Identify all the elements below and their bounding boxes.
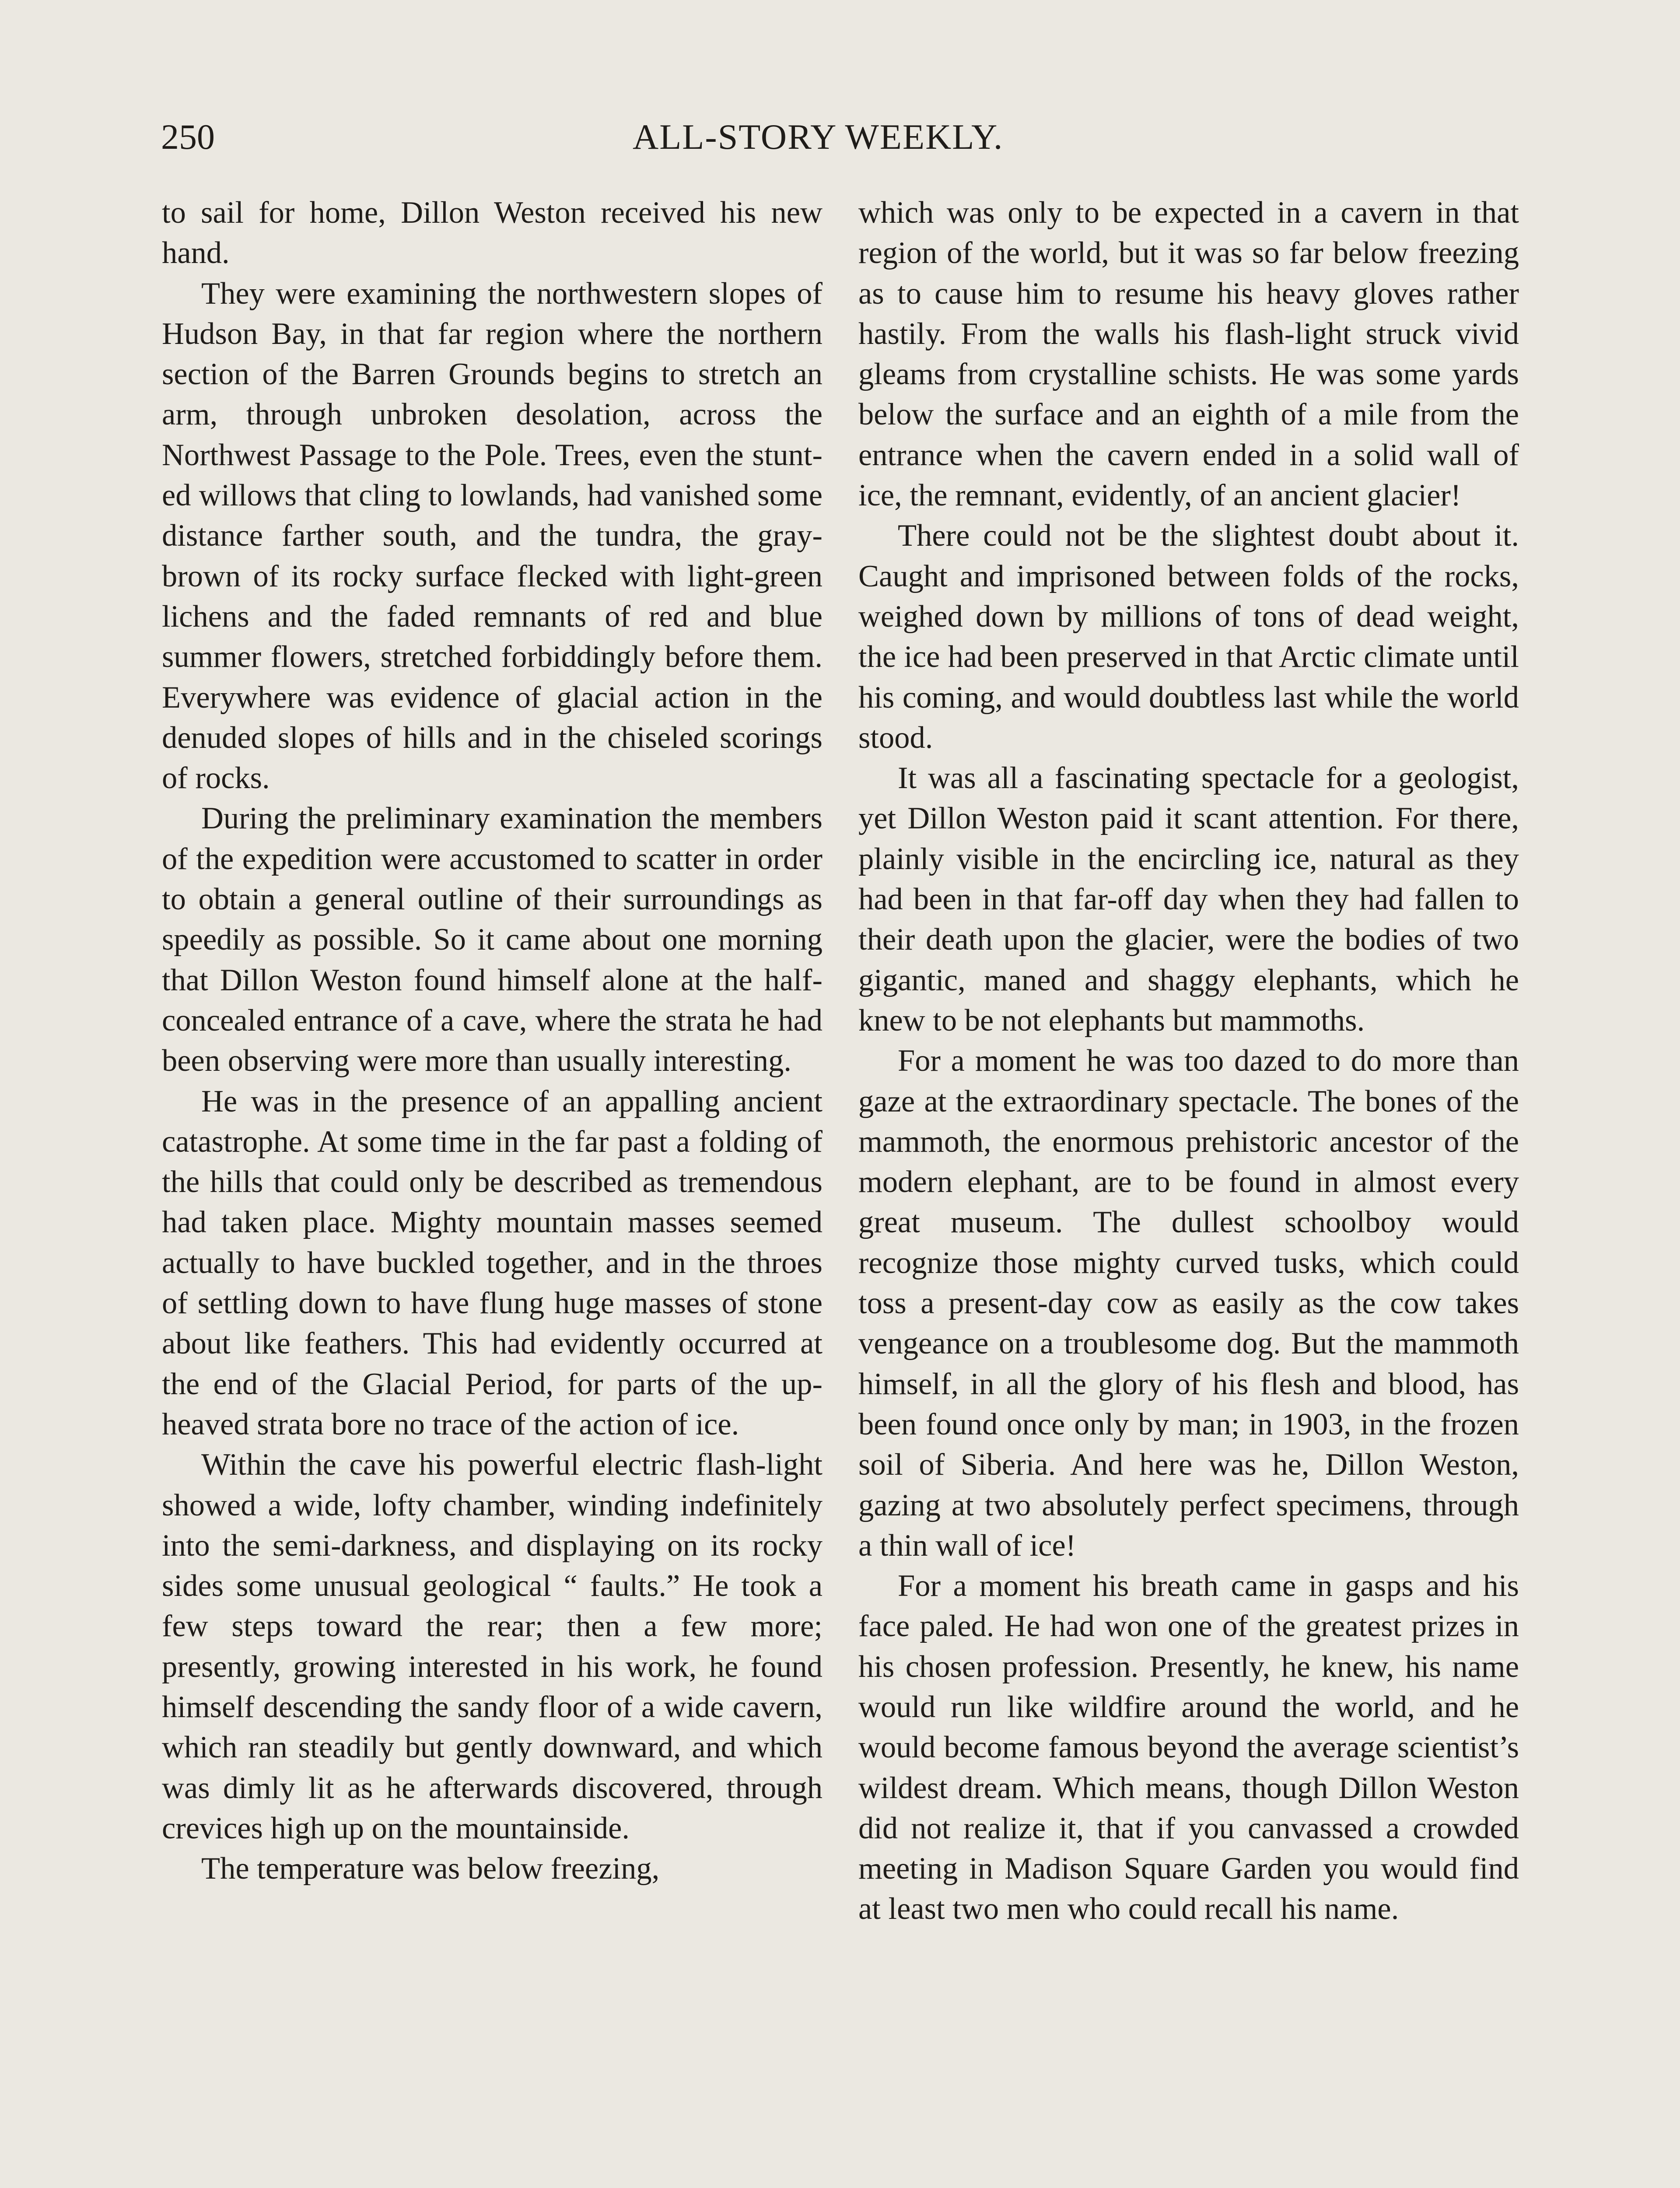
paragraph: The temperature was below freezing, <box>201 1851 660 1886</box>
paragraph: During the preliminary examination the members of the expedition were accustomed to scatter in order to obtain a general outline of their surroundings as speedily as possible. So it came about one morning that Dillon Weston found himself alone at the half-concealed entrance of a cave, where the strata he had been observing were more than usually interesting. <box>162 801 822 1078</box>
paragraph: They were examining the northwestern slopes of Hudson Bay, in that far region where the northern section of the Barren Grounds begins to stretch an arm, through unbroken desolation, across the Northwest Passage to the Pole. Trees, even the stunted willows that cling to lowlands, had vanished some distance farther south, and the tundra, the gray-brown of its rocky surface flecked with light-green lichens and the faded remnants of red and blue summer flowers, stretched forbiddingly before them. Everywhere was evidence of glacial action in the denuded slopes of hills and in the chiseled scorings of rocks. <box>162 276 822 796</box>
paragraph: For a moment he was too dazed to do more than gaze at the extraordinary spectacle. The bones of the mammoth, the enormous prehistoric ancestor of the modern elephant, are to be found in almost every great museum. The dullest schoolboy would recognize those mighty curved tusks, which could toss a present-day cow as easily as the cow takes vengeance on a troublesome dog. But the mammoth himself, in all the glory of his flesh and blood, has been found once only by man; in 1903, in the frozen soil of Siberia. And here was he, Dillon Weston, gazing at two absolutely perfect specimens, through a thin wall of ice! <box>858 1044 1519 1563</box>
paragraph: to sail for home, Dillon Weston received his new hand. <box>162 196 822 270</box>
paragraph: Within the cave his powerful electric flash-light showed a wide, lofty chamber, winding indefinitely into the semi-darkness, and displaying on its rocky sides some unusual geological “ faults.” He took a few steps toward the rear; then a few more; presently, growing interested in his work, he found himself descending the sandy floor of a wide cavern, which ran steadily but gently downward, and which was dimly lit as he afterwards discovered, through crevices high up on the mountainside. <box>162 1448 822 1845</box>
page-header <box>161 113 1517 161</box>
page-number: 250 <box>161 117 215 157</box>
paragraph: which was only to be expected in a cavern in that region of the world, but it was so far below freezing as to cause him to resume his heavy gloves rather hastily. From the walls his flash-light struck vivid gleams from crystalline schists. He was some yards below the surface and an eighth of a mile from the entrance when the cavern ended in a solid wall of ice, the remnant, evidently, of an ancient glacier! <box>858 196 1519 513</box>
paragraph: There could not be the slightest doubt about it. Caught and imprisoned between folds of the rocks, weighed down by millions of tons of dead weight, the ice had been preserved in that Arctic climate until his coming, and would doubtless last while the world stood. <box>858 519 1519 755</box>
paragraph: For a moment his breath came in gasps and his face paled. He had won one of the greatest prizes in his chosen profession. Presently, he knew, his name would run like wildfire around the world, and he would become famous beyond the average scientist’s wildest dream. Which means, though Dillon Weston did not realize it, that if you canvassed a crowded meeting in Madison Square Garden you would find at least two men who could recall his name. <box>858 1569 1519 1926</box>
paragraph: He was in the presence of an appalling ancient catastrophe. At some time in the far past a folding of the hills that could only be described as tremendous had taken place. Mighty mountain masses seemed actually to have buckled together, and in the throes of settling down to have flung huge masses of stone about like feathers. This had evidently occurred at the end of the Glacial Period, for parts of the upheaved strata bore no trace of the action of ice. <box>162 1084 822 1441</box>
right-column <box>858 193 1519 1929</box>
paragraph: It was all a fascinating spectacle for a geologist, yet Dillon Weston paid it scant attention. For there, plainly visible in the encircling ice, natural as they had been in that far-off day when they had fallen to their death upon the glacier, were the bodies of two gigantic, maned and shaggy elephants, which he knew to be not elephants but mammoths. <box>858 761 1519 1038</box>
left-column <box>162 193 822 1889</box>
running-title: ALL-STORY WEEKLY. <box>633 117 1004 157</box>
